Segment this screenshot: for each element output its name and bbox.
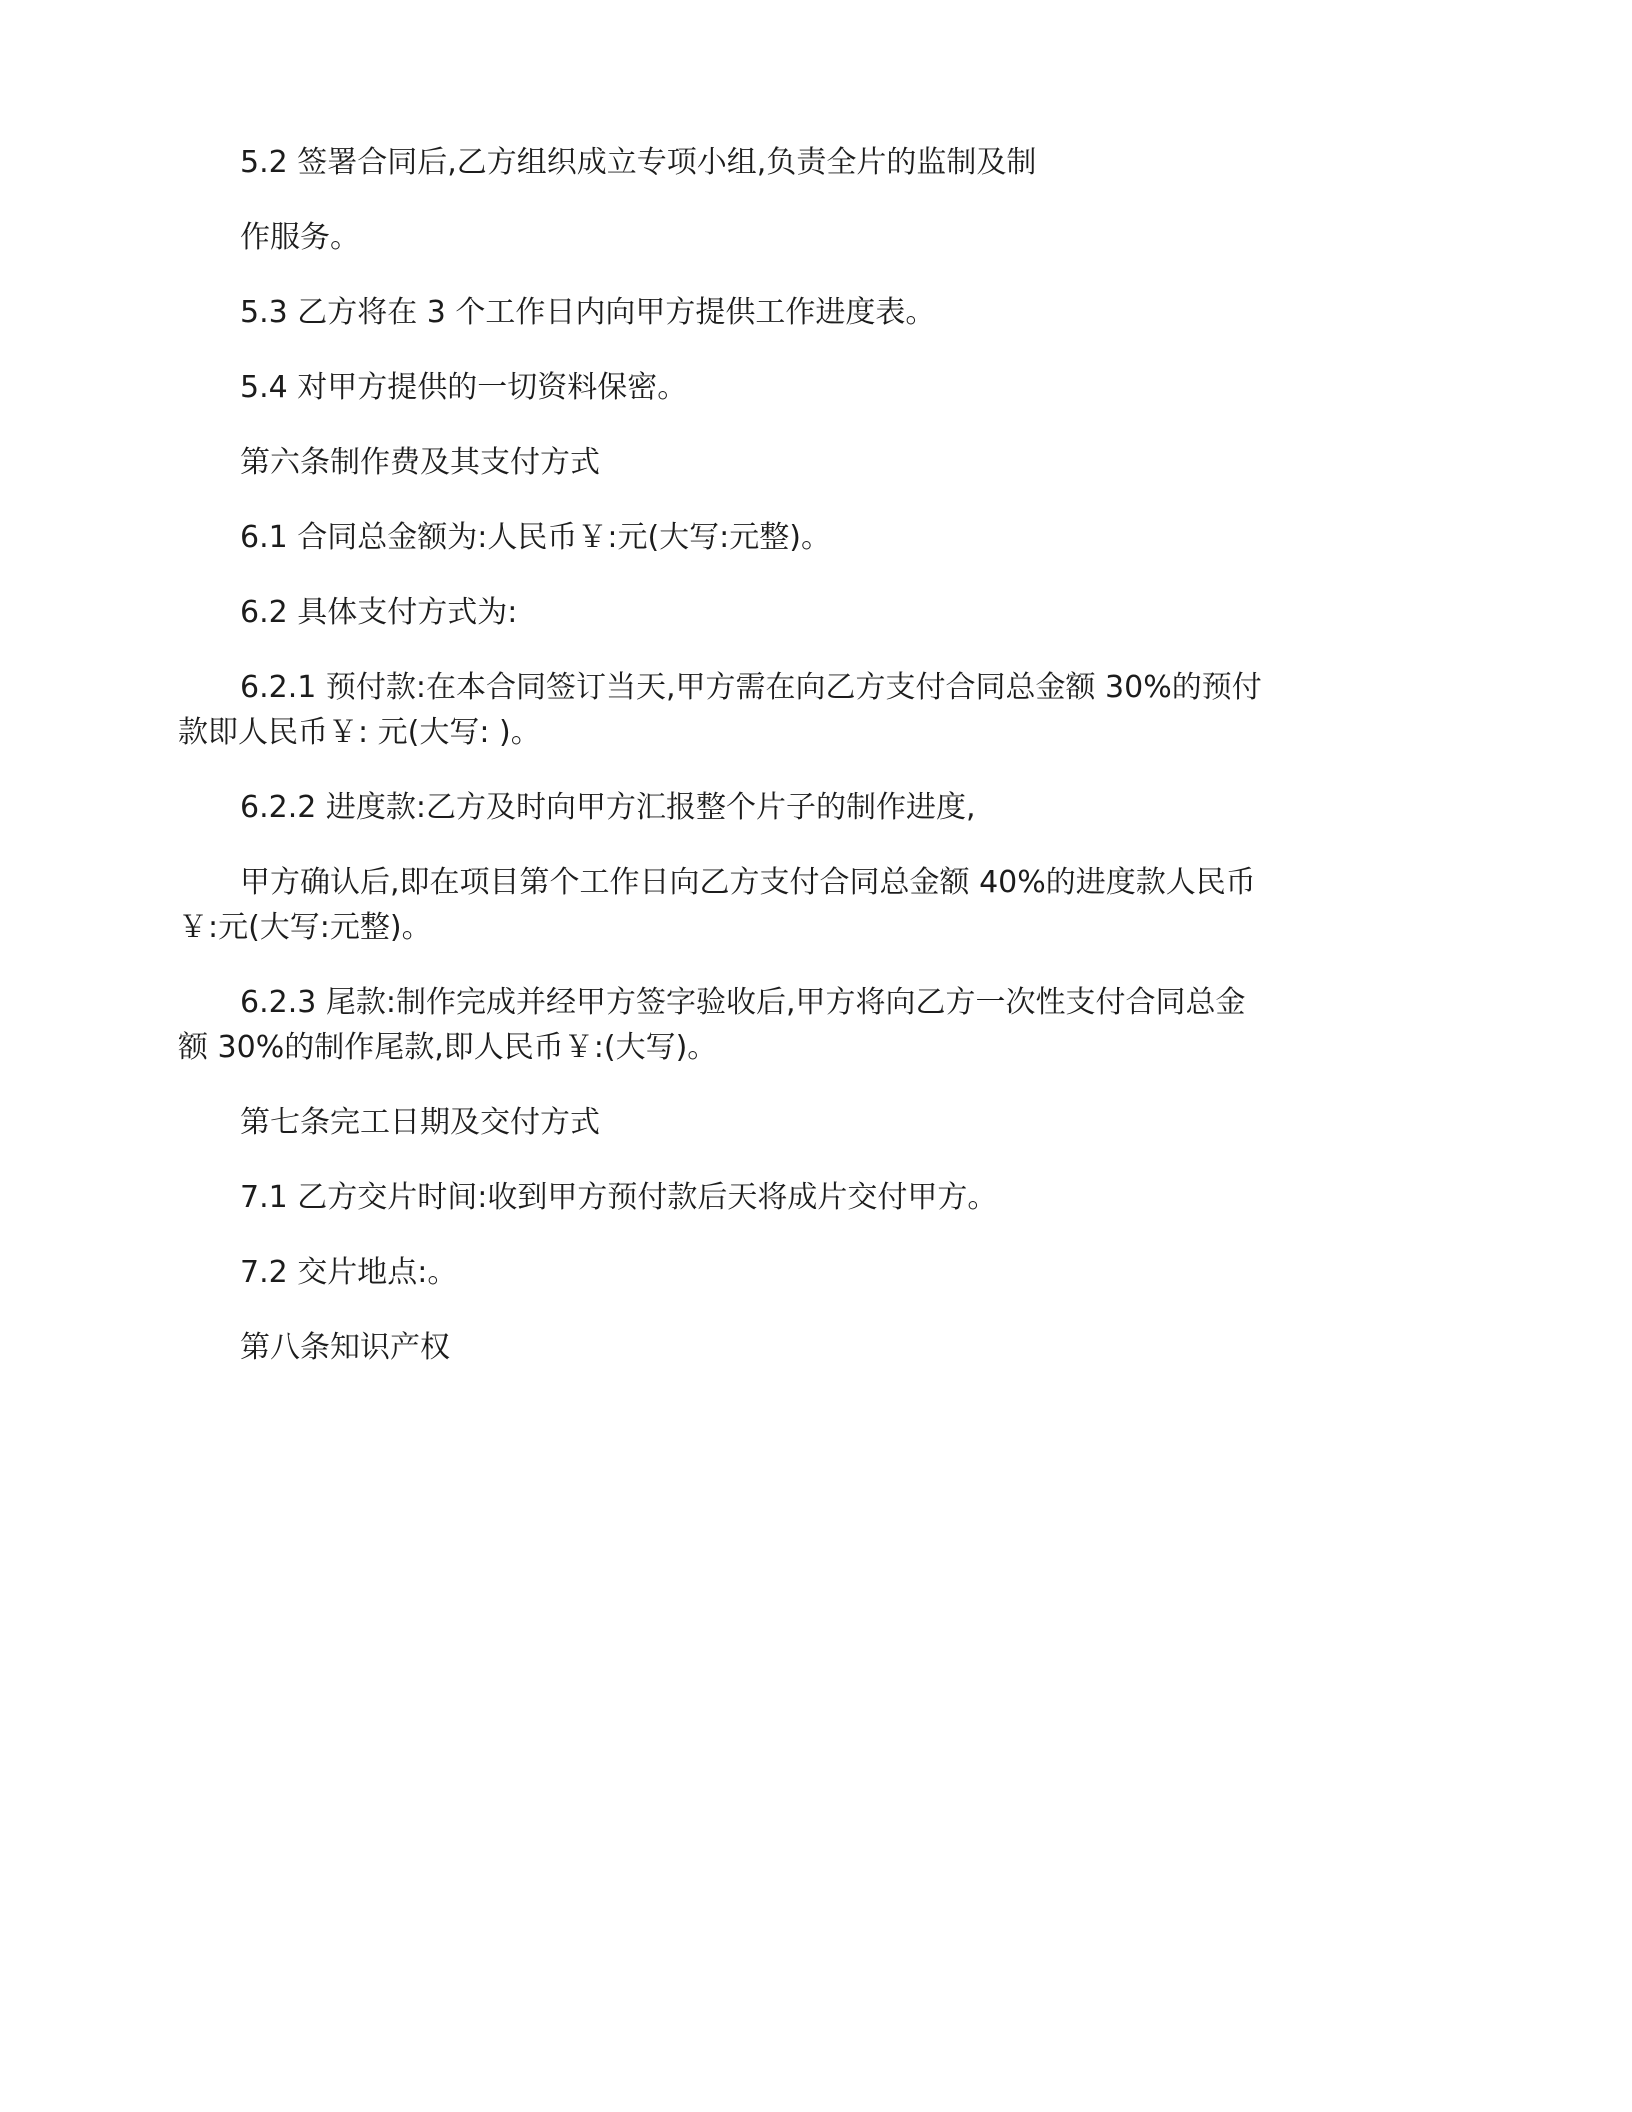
clause-6-2-2-line-3: ￥:元(大写:元整)。 [178,910,432,945]
article-6-heading: 第六条制作费及其支付方式 [240,445,600,480]
clause-6-2-2-line-2: 甲方确认后,即在项目第个工作日向乙方支付合同总金额 40%的进度款人民币 [240,865,1256,900]
article-8-heading: 第八条知识产权 [240,1330,450,1365]
clause-7-2: 7.2 交片地点:。 [240,1255,458,1290]
clause-6-2-2-line-1: 6.2.2 进度款:乙方及时向甲方汇报整个片子的制作进度, [240,790,976,825]
article-7-heading: 第七条完工日期及交付方式 [240,1105,600,1140]
clause-5-3: 5.3 乙方将在 3 个工作日内向甲方提供工作进度表。 [240,295,936,330]
clause-5-2-line-2: 作服务。 [240,220,360,255]
clause-6-2-3-line-2: 额 30%的制作尾款,即人民币￥:(大写)。 [178,1030,718,1065]
clause-6-2-1-line-1: 6.2.1 预付款:在本合同签订当天,甲方需在向乙方支付合同总金额 30%的预付 [240,670,1262,705]
clause-5-4: 5.4 对甲方提供的一切资料保密。 [240,370,688,405]
clause-6-2: 6.2 具体支付方式为: [240,595,518,630]
clause-7-1: 7.1 乙方交片时间:收到甲方预付款后天将成片交付甲方。 [240,1180,998,1215]
clause-5-2-line-1: 5.2 签署合同后,乙方组织成立专项小组,负责全片的监制及制 [240,145,1037,180]
clause-6-2-3-line-1: 6.2.3 尾款:制作完成并经甲方签字验收后,甲方将向乙方一次性支付合同总金 [240,985,1246,1020]
clause-6-2-1-line-2: 款即人民币￥: 元(大写: )。 [178,715,541,750]
clause-6-1: 6.1 合同总金额为:人民币￥:元(大写:元整)。 [240,520,831,555]
